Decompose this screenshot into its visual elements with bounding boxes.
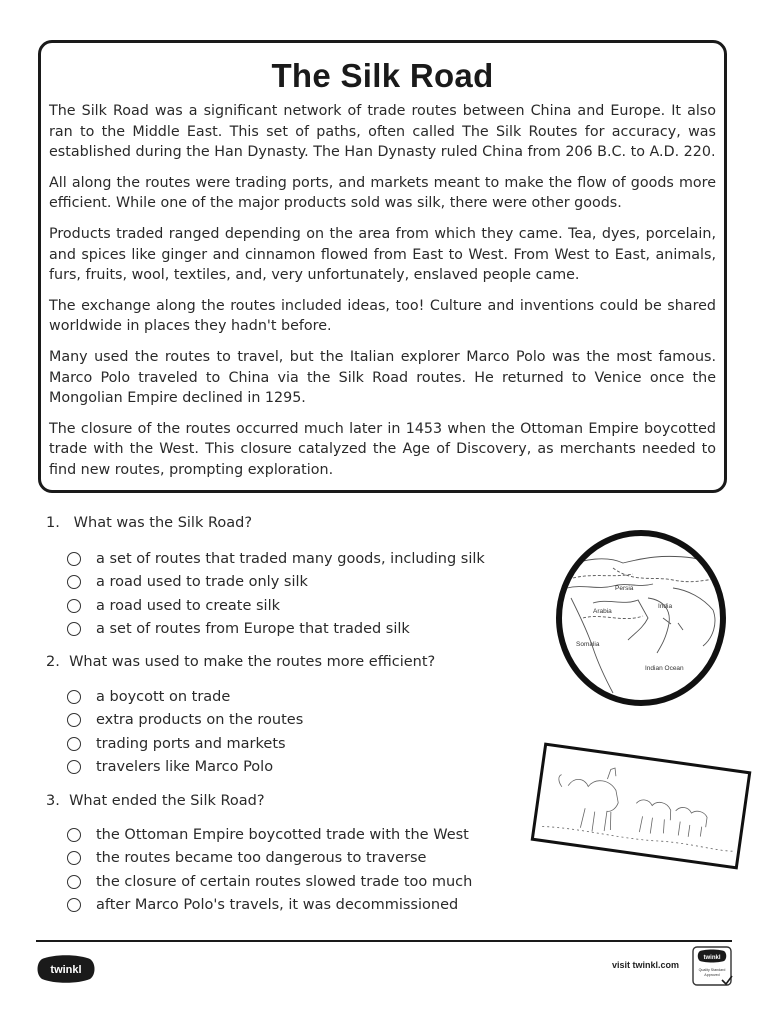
- radio-circle-icon[interactable]: [67, 552, 81, 566]
- visit-link[interactable]: visit twinkl.com: [612, 960, 680, 970]
- map-label-indian-ocean: Indian Ocean: [645, 665, 684, 672]
- paragraph: Many used the routes to travel, but the Italian explorer Marco Polo was the most famous. Marco Polo traveled to China via the Silk Road routes. He returned to Venice once the Mongolian Empire declined in 1295.: [49, 348, 716, 407]
- answer-option[interactable]: [67, 736, 286, 752]
- question-3: [46, 793, 265, 809]
- question-number: 2.: [46, 654, 60, 670]
- camel-caravan-image: [526, 736, 756, 876]
- option-label: a road used to trade only silk: [96, 574, 308, 590]
- twinkl-logo[interactable]: [36, 953, 96, 985]
- silk-road-map-image: [553, 528, 729, 708]
- question-1: [46, 515, 252, 531]
- radio-circle-icon[interactable]: [67, 622, 81, 636]
- answer-option[interactable]: [67, 874, 472, 890]
- badge-line2: Approved: [704, 973, 720, 977]
- option-label: after Marco Polo's travels, it was decommissioned: [96, 897, 459, 913]
- paragraph: All along the routes were trading ports, and markets meant to make the flow of goods more efficient. While one of the major products sold was silk, there were other goods.: [49, 174, 716, 212]
- question-number: 1.: [46, 515, 60, 531]
- answer-option[interactable]: [67, 689, 230, 705]
- page-title: The Silk Road: [271, 57, 494, 94]
- radio-circle-icon[interactable]: [67, 690, 81, 704]
- question-text: What was the Silk Road?: [73, 515, 253, 531]
- logo-text: twinkl: [50, 964, 82, 976]
- question-text: What was used to make the routes more efficient?: [69, 654, 436, 670]
- radio-circle-icon[interactable]: [67, 851, 81, 865]
- option-label: the routes became too dangerous to traverse: [96, 850, 427, 866]
- radio-circle-icon[interactable]: [67, 760, 81, 774]
- badge-brand: twinkl: [703, 955, 721, 961]
- option-label: the Ottoman Empire boycotted trade with the West: [96, 827, 469, 843]
- radio-circle-icon[interactable]: [67, 575, 81, 589]
- paragraph: Products traded ranged depending on the area from which they came. Tea, dyes, porcelain, and spices like ginger and cinnamon flowed from East to West. From West to East, animals, furs, fruits, wool, textiles, and, very unfortunately, enslaved people came.: [49, 225, 716, 284]
- badge-line1: Quality Standard: [698, 968, 726, 972]
- question-text: What ended the Silk Road?: [69, 793, 265, 809]
- radio-circle-icon[interactable]: [67, 713, 81, 727]
- paragraph: The exchange along the routes included ideas, too! Culture and inventions could be shared worldwide in places they hadn't before.: [49, 297, 716, 335]
- option-label: a set of routes from Europe that traded silk: [96, 621, 410, 637]
- passage-box: [38, 40, 727, 493]
- map-label-somalia: Somalia: [576, 641, 600, 648]
- option-label: extra products on the routes: [96, 712, 304, 728]
- paragraph: The Silk Road was a significant network of trade routes between China and Europe. It also ran to the Middle East. This set of paths, often called The Silk Routes for accuracy, was established during the Han Dynasty. The Han Dynasty ruled China from 206 B.C. to A.D. 220.: [49, 103, 716, 161]
- option-label: trading ports and markets: [96, 736, 286, 752]
- radio-circle-icon[interactable]: [67, 737, 81, 751]
- paragraph: The closure of the routes occurred much later in 1453 when the Ottoman Empire boycotted trade with the West. This closure catalyzed the Age of Discovery, as merchants needed to find new routes, prompting exploration.: [49, 420, 716, 478]
- option-label: a boycott on trade: [96, 689, 231, 705]
- answer-option[interactable]: [67, 551, 485, 567]
- option-label: travelers like Marco Polo: [96, 759, 274, 775]
- radio-circle-icon[interactable]: [67, 898, 81, 912]
- answer-option[interactable]: [67, 850, 426, 866]
- map-label-persia: Persia: [615, 585, 634, 592]
- answer-option[interactable]: [67, 621, 410, 637]
- option-label: the closure of certain routes slowed trade too much: [96, 874, 473, 890]
- answer-option[interactable]: [67, 712, 303, 728]
- footer-divider: [36, 940, 732, 942]
- quality-standard-badge: [692, 946, 734, 988]
- radio-circle-icon[interactable]: [67, 828, 81, 842]
- answer-option[interactable]: [67, 897, 458, 913]
- answer-option[interactable]: [67, 759, 273, 775]
- radio-circle-icon[interactable]: [67, 875, 81, 889]
- map-label-arabia: Arabia: [593, 608, 612, 615]
- option-label: a set of routes that traded many goods, including silk: [96, 551, 485, 567]
- radio-circle-icon[interactable]: [67, 599, 81, 613]
- map-label-india: India: [658, 603, 673, 610]
- answer-option[interactable]: [67, 827, 469, 843]
- question-number: 3.: [46, 793, 60, 809]
- answer-option[interactable]: [67, 574, 308, 590]
- answer-option[interactable]: [67, 598, 280, 614]
- option-label: a road used to create silk: [96, 598, 280, 614]
- question-2: [46, 654, 435, 670]
